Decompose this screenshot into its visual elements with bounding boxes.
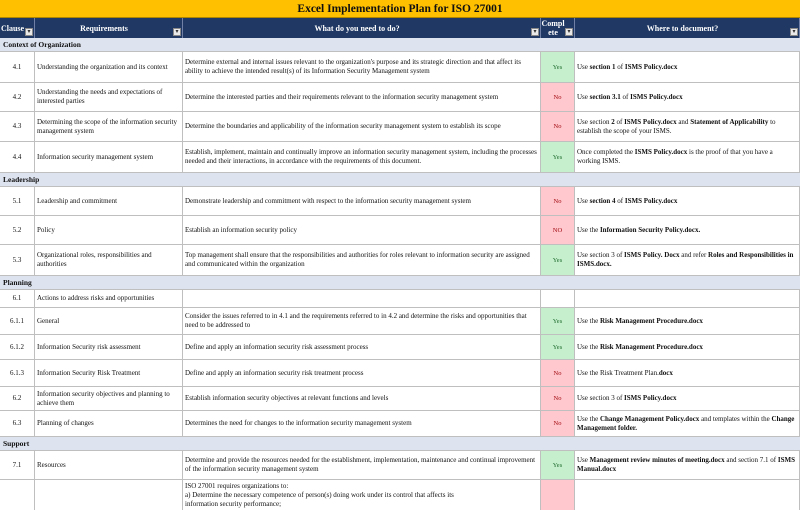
complete-status-cell[interactable]: No xyxy=(541,411,575,436)
todo-cell[interactable] xyxy=(183,290,541,307)
header-complete[interactable] xyxy=(541,18,575,38)
where-text xyxy=(577,63,677,72)
document-name: ISMS Policy. Docx xyxy=(624,251,680,259)
requirement-cell[interactable] xyxy=(35,480,183,510)
where-text xyxy=(577,456,797,474)
complete-status-cell[interactable]: Yes xyxy=(541,335,575,359)
where-to-document-cell[interactable] xyxy=(575,451,800,479)
requirement-cell[interactable]: Understanding the needs and expectations of interested parties xyxy=(35,83,183,111)
where-text xyxy=(577,251,797,269)
document-name: Risk Management Procedure.docx xyxy=(599,342,703,351)
document-name: section 4 xyxy=(589,196,616,205)
requirement-cell[interactable]: Policy xyxy=(35,216,183,244)
where-text-segment: Use the xyxy=(577,414,600,423)
where-to-document-cell[interactable] xyxy=(575,411,800,436)
clause-cell[interactable]: 6.3 xyxy=(0,411,35,436)
header-complete-label: Complete xyxy=(541,19,565,37)
header-todo[interactable] xyxy=(183,18,541,38)
document-name: docx xyxy=(658,368,673,377)
requirement-cell[interactable]: Understanding the organization and its context xyxy=(35,52,183,82)
todo-cell[interactable]: Establish information security objectives at relevant functions and levels xyxy=(183,387,541,410)
header-clause[interactable] xyxy=(0,18,35,38)
document-name: section 3.1 xyxy=(589,92,621,101)
where-text-segment: Use section 3 of xyxy=(577,251,625,259)
table-row xyxy=(0,480,800,510)
where-text-segment: Use section 3 of xyxy=(577,394,625,402)
requirement-cell[interactable]: Actions to address risks and opportunities xyxy=(35,290,183,307)
table-row xyxy=(0,245,800,276)
complete-status-cell[interactable]: NO xyxy=(541,216,575,244)
table-row xyxy=(0,308,800,335)
where-to-document-cell[interactable] xyxy=(575,52,800,82)
clause-cell[interactable]: 5.1 xyxy=(0,187,35,215)
where-to-document-cell[interactable] xyxy=(575,187,800,215)
where-to-document-cell[interactable] xyxy=(575,245,800,275)
table-row xyxy=(0,451,800,480)
where-text xyxy=(577,394,677,403)
where-text-segment: Use section xyxy=(577,117,612,126)
where-to-document-cell[interactable] xyxy=(575,360,800,386)
where-text-segment: Use the xyxy=(577,225,600,234)
where-text-segment: Use xyxy=(577,196,590,205)
table-row xyxy=(0,216,800,245)
table-row xyxy=(0,52,800,83)
complete-status-cell[interactable] xyxy=(541,290,575,307)
document-name: Information Security Policy.docx. xyxy=(599,225,701,234)
clause-cell[interactable]: 6.1.2 xyxy=(0,335,35,359)
where-text-segment: and templates within the xyxy=(699,414,772,423)
where-text-segment: to establish the scope of your ISMS. xyxy=(577,117,776,135)
where-to-document-cell[interactable] xyxy=(575,142,800,172)
todo-cell[interactable] xyxy=(183,480,541,510)
where-text xyxy=(577,148,797,166)
where-to-document-cell[interactable] xyxy=(575,308,800,334)
clause-cell[interactable]: 6.1.1 xyxy=(0,308,35,334)
document-name: ISMS Policy.docx xyxy=(624,196,678,205)
document-name: ISMS Policy.docx xyxy=(630,92,683,101)
todo-cell[interactable]: Define and apply an information security risk assessment process xyxy=(183,335,541,359)
requirement-cell[interactable]: Information Security Risk Treatment xyxy=(35,360,183,386)
where-text-segment: is the proof of that you have a working ISMS. xyxy=(577,148,773,165)
where-text-segment: Use xyxy=(577,92,590,101)
clause-cell[interactable]: 4.1 xyxy=(0,52,35,82)
where-to-document-cell[interactable] xyxy=(575,83,800,111)
where-text-segment: Use xyxy=(577,62,590,71)
sheet-body xyxy=(0,38,800,510)
todo-cell[interactable]: Establish, implement, maintain and continually improve an information security management system, including the processes needed and their interactions, in accordance with the requirements of this document. xyxy=(183,142,541,172)
where-text-segment: of xyxy=(620,92,631,101)
complete-status-cell[interactable]: No xyxy=(541,83,575,111)
clause-cell[interactable]: 6.1 xyxy=(0,290,35,307)
document-name: ISMS Policy.docx xyxy=(624,394,677,402)
complete-status-cell[interactable] xyxy=(541,480,575,510)
clause-cell[interactable]: 4.4 xyxy=(0,142,35,172)
requirement-cell[interactable]: Leadership and commitment xyxy=(35,187,183,215)
complete-status-cell[interactable]: Yes xyxy=(541,451,575,479)
document-name: Management review minutes of meeting.docx xyxy=(589,456,725,464)
todo-line: a) Determine the necessary competence of person(s) doing work under its control that affects its xyxy=(185,491,454,499)
complete-status-cell[interactable]: No xyxy=(541,112,575,141)
todo-cell[interactable]: Determine the boundaries and applicability of the information security management system to establish its scope xyxy=(183,112,541,141)
table-row xyxy=(0,387,800,411)
where-text-segment: Use xyxy=(577,456,590,464)
section-header: Support xyxy=(0,437,800,451)
table-row xyxy=(0,83,800,112)
todo-cell[interactable]: Top management shall ensure that the responsibilities and authorities for roles relevant to information security are assigned and communicated within the organization xyxy=(183,245,541,275)
document-name: section 1 xyxy=(589,62,616,71)
complete-status-cell[interactable]: Yes xyxy=(541,308,575,334)
document-name: Risk Management Procedure.docx xyxy=(599,316,703,325)
header-where[interactable] xyxy=(575,18,800,38)
where-text-segment: Once completed the xyxy=(577,148,635,156)
clause-cell[interactable] xyxy=(0,480,35,510)
header-row xyxy=(0,18,800,38)
where-to-document-cell[interactable] xyxy=(575,290,800,307)
filter-dropdown-icon[interactable]: ▾ xyxy=(565,28,573,36)
clause-cell[interactable]: 6.2 xyxy=(0,387,35,410)
clause-cell[interactable]: 5.2 xyxy=(0,216,35,244)
complete-status-cell[interactable]: No xyxy=(541,187,575,215)
header-clause-label: Clause xyxy=(0,23,25,33)
table-row xyxy=(0,290,800,308)
filter-dropdown-icon[interactable]: ▾ xyxy=(531,28,539,36)
table-row xyxy=(0,142,800,173)
where-text-segment: Use the xyxy=(577,316,600,325)
where-text-segment: and section 7.1 of xyxy=(724,456,778,464)
where-text xyxy=(577,197,677,206)
where-text-segment: of xyxy=(614,117,625,126)
table-row xyxy=(0,187,800,216)
complete-status-cell[interactable]: No xyxy=(541,360,575,386)
todo-cell[interactable]: Determine external and internal issues relevant to the organization's purpose and its strategic direction and that affect its ability to achieve the intended result(s) of its Information Security Management system xyxy=(183,52,541,82)
filter-dropdown-icon[interactable]: ▾ xyxy=(25,28,33,36)
document-name: ISMS Policy.docx xyxy=(624,117,677,126)
table-row xyxy=(0,335,800,360)
document-name: ISMS Policy.docx xyxy=(634,148,688,156)
clause-cell[interactable]: 7.1 xyxy=(0,451,35,479)
requirement-cell[interactable]: Information security objectives and planning to achieve them xyxy=(35,387,183,410)
document-name: Change Management folder. xyxy=(577,414,795,432)
clause-cell[interactable]: 4.2 xyxy=(0,83,35,111)
section-header: Planning xyxy=(0,276,800,290)
section-header: Leadership xyxy=(0,173,800,187)
document-name: Change Management Policy.docx xyxy=(599,414,700,423)
section-header: Context of Organization xyxy=(0,38,800,52)
where-text xyxy=(577,369,673,378)
todo-cell[interactable]: Determines the need for changes to the information security management system xyxy=(183,411,541,436)
where-to-document-cell[interactable] xyxy=(575,335,800,359)
complete-status-cell[interactable]: Yes xyxy=(541,142,575,172)
document-name: Statement of Applicability xyxy=(690,117,769,126)
where-text-segment: of xyxy=(615,196,625,205)
where-text-segment: and xyxy=(676,117,691,126)
clause-cell[interactable]: 4.3 xyxy=(0,112,35,141)
where-to-document-cell[interactable] xyxy=(575,112,800,141)
todo-cell[interactable]: Determine the interested parties and their requirements relevant to the information security management system xyxy=(183,83,541,111)
where-text-segment: of xyxy=(615,62,625,71)
where-to-document-cell[interactable] xyxy=(575,216,800,244)
sheet-title: Excel Implementation Plan for ISO 27001 xyxy=(0,0,800,18)
where-text xyxy=(577,317,703,326)
todo-line: ISO 27001 requires organizations to: xyxy=(185,482,289,490)
requirement-cell[interactable]: General xyxy=(35,308,183,334)
where-text xyxy=(577,343,703,352)
document-name: ISMS Manual.docx xyxy=(577,456,796,473)
requirement-cell[interactable]: Organizational roles, responsibilities and authorities xyxy=(35,245,183,275)
filter-dropdown-icon[interactable]: ▾ xyxy=(790,28,798,36)
requirement-cell[interactable]: Resources xyxy=(35,451,183,479)
clause-cell[interactable]: 6.1.3 xyxy=(0,360,35,386)
where-text xyxy=(577,415,797,433)
document-name: 2 xyxy=(611,117,615,126)
table-row xyxy=(0,411,800,437)
todo-cell[interactable]: Demonstrate leadership and commitment with respect to the information security management system xyxy=(183,187,541,215)
where-text-segment: Use the xyxy=(577,342,600,351)
clause-cell[interactable]: 5.3 xyxy=(0,245,35,275)
where-to-document-cell[interactable] xyxy=(575,480,800,510)
complete-status-cell[interactable]: No xyxy=(541,387,575,410)
complete-status-cell[interactable]: Yes xyxy=(541,52,575,82)
todo-cell[interactable]: Determine and provide the resources needed for the establishment, implementation, maintenance and continual improvement of the information security management system xyxy=(183,451,541,479)
document-name: ISMS Policy.docx xyxy=(624,62,678,71)
filter-dropdown-icon[interactable]: ▾ xyxy=(173,28,181,36)
document-name: Roles and Responsibilities in ISMS.docx. xyxy=(577,251,794,268)
table-row xyxy=(0,112,800,142)
where-text-segment: and refer xyxy=(679,251,709,259)
requirement-cell[interactable]: Information security management system xyxy=(35,142,183,172)
header-where-label: Where to document? xyxy=(646,23,719,33)
table-row xyxy=(0,360,800,387)
todo-cell[interactable]: Define and apply an information security risk treatment process xyxy=(183,360,541,386)
where-text-segment: Use the Risk Treatment Plan. xyxy=(577,368,659,377)
todo-cell[interactable]: Establish an information security policy xyxy=(183,216,541,244)
todo-line: information security performance; xyxy=(185,500,282,508)
requirement-cell[interactable]: Planning of changes xyxy=(35,411,183,436)
where-text xyxy=(577,118,797,136)
todo-cell[interactable]: Consider the issues referred to in 4.1 and the requirements referred to in 4.2 and determine the risks and opportunities that need to be addressed to xyxy=(183,308,541,334)
header-requirements-label: Requirements xyxy=(80,23,128,33)
where-text xyxy=(577,226,700,235)
requirement-cell[interactable]: Information Security risk assessment xyxy=(35,335,183,359)
header-requirements[interactable] xyxy=(35,18,183,38)
where-to-document-cell[interactable] xyxy=(575,387,800,410)
complete-status-cell[interactable]: Yes xyxy=(541,245,575,275)
header-todo-label: What do you need to do? xyxy=(314,23,400,33)
requirement-cell[interactable]: Determining the scope of the information security management system xyxy=(35,112,183,141)
where-text xyxy=(577,93,683,102)
